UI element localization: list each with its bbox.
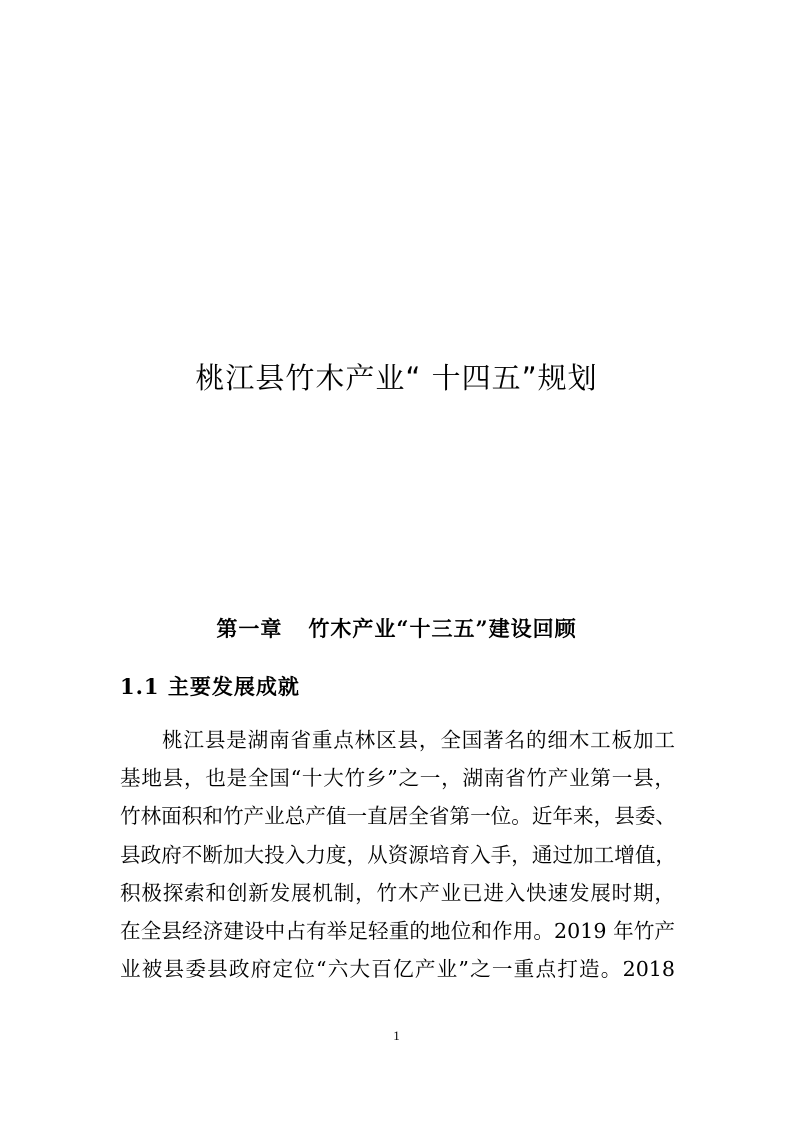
page-number: 1: [393, 1028, 400, 1043]
body-paragraph: [120, 721, 675, 988]
paragraph-line: 竹林面积和竹产业总产值一直居全省第一位。近年来，县委、: [120, 804, 677, 829]
chapter-label: 第一章: [216, 616, 283, 641]
paragraph-line: 积极探索和创新发展机制，竹木产业已进入快速发展时期，: [120, 880, 675, 905]
document-title: 桃江县竹木产业“ 十四五”规划: [195, 361, 598, 395]
chapter-heading: [0, 613, 793, 643]
chapter-title: 竹木产业“十三五”建设回顾: [308, 616, 577, 641]
paragraph-line: 基地县，也是全国“十大竹乡”之一，湖南省竹产业第一县，: [120, 766, 675, 791]
paragraph-line: 业被县委县政府定位“六大百亿产业”之一重点打造。2018: [120, 957, 675, 982]
paragraph-line: 在全县经济建设中占有举足轻重的地位和作用。2019 年竹产: [120, 919, 675, 944]
paragraph-line: 桃江县是湖南省重点林区县，全国著名的细木工板加工: [162, 728, 675, 752]
paragraph-line: 县政府不断加大投入力度，从资源培育入手，通过加工增值，: [120, 842, 677, 867]
section-heading: 1.1 主要发展成就: [120, 674, 300, 699]
